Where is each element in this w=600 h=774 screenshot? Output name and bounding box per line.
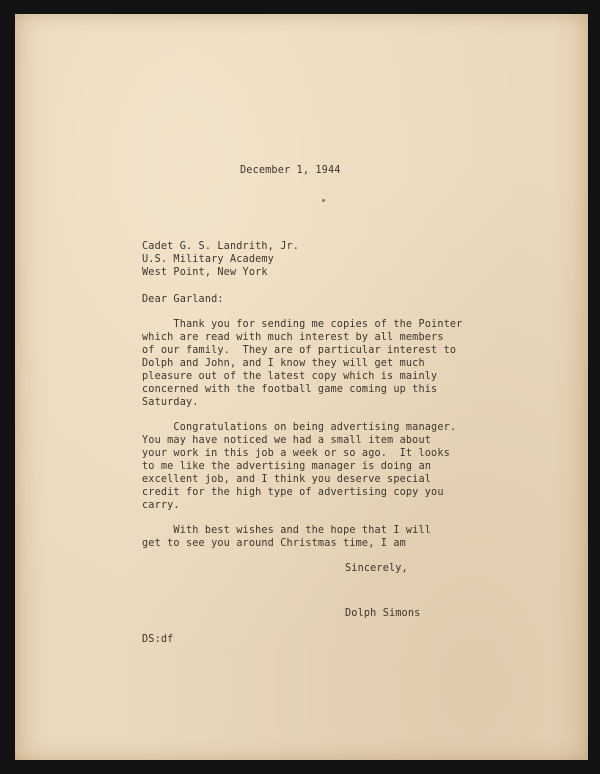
paragraph-line: which are read with much interest by all members bbox=[142, 332, 444, 343]
paragraph-line: pleasure out of the latest copy which is mainly bbox=[142, 371, 438, 382]
paragraph-line: Thank you for sending me copies of the Pointer bbox=[142, 319, 463, 330]
paragraph-line: Dolph and John, and I know they will get much bbox=[142, 358, 425, 369]
paragraph-line: your work in this job a week or so ago. It looks bbox=[142, 448, 450, 459]
salutation: Dear Garland: bbox=[142, 294, 224, 305]
address-line: Cadet G. S. Landrith, Jr. bbox=[142, 241, 300, 252]
paragraph-line: get to see you around Christmas time, I am bbox=[142, 538, 406, 549]
paragraph-line: credit for the high type of advertising copy you bbox=[142, 487, 444, 498]
paragraph-line: excellent job, and I think you deserve special bbox=[142, 474, 432, 485]
address-line: West Point, New York bbox=[142, 267, 268, 278]
paper-speck bbox=[322, 199, 325, 202]
paragraph-line: carry. bbox=[142, 500, 180, 511]
paragraph-line: Saturday. bbox=[142, 397, 199, 408]
paragraph-line: concerned with the football game coming up this bbox=[142, 384, 438, 395]
closing: Sincerely, bbox=[345, 563, 408, 574]
typist-initials: DS:df bbox=[142, 634, 174, 645]
paragraph-line: With best wishes and the hope that I will bbox=[142, 525, 432, 536]
paragraph-line: You may have noticed we had a small item about bbox=[142, 435, 432, 446]
paragraph-line: of our family. They are of particular interest to bbox=[142, 345, 457, 356]
signature-name: Dolph Simons bbox=[345, 608, 421, 619]
address-line: U.S. Military Academy bbox=[142, 254, 274, 265]
letter-page bbox=[15, 14, 588, 760]
paragraph-line: Congratulations on being advertising manager. bbox=[142, 422, 457, 433]
paragraph-line: to me like the advertising manager is doing an bbox=[142, 461, 432, 472]
letter-date: December 1, 1944 bbox=[240, 165, 341, 176]
